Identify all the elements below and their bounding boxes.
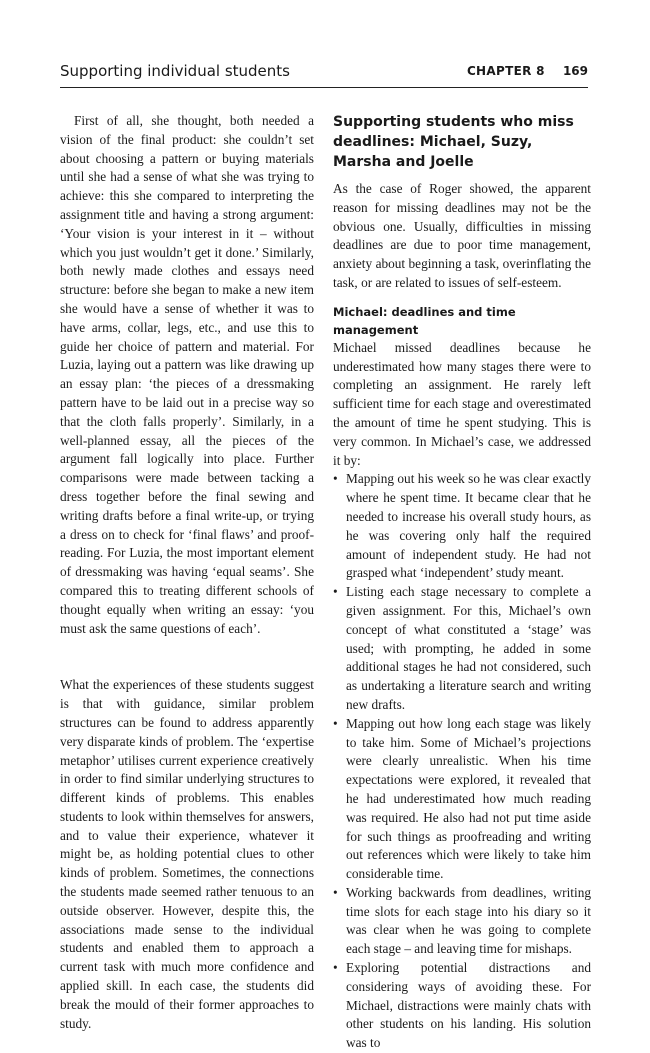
list-item-text: Exploring potential distractions and considering ways of avoiding these. For Michael, distractions were mainly chats with other students on his landing. His solution was to: [346, 960, 591, 1051]
paragraph-michael: Michael missed deadlines because he underestimated how many stages there were to completing an assignment. He rarely left sufficient time for each stage and overestimated the amount of time he spent studying. This is very common. In Michael’s case, we addressed it by:: [333, 339, 591, 468]
subheading-michael: Michael: deadlines and time management: [333, 304, 516, 337]
list-item: [333, 959, 591, 1053]
left-column: [60, 112, 314, 1033]
list-item: [333, 884, 591, 959]
list-item-text: Mapping out his week so he was clear exactly where he spent time. It became clear that he needed to increase his overall study hours, as he was covering only half the required amount of independent study. He had not grasped what ‘independent’ study meant.: [346, 471, 591, 581]
list-item: [333, 470, 591, 583]
paragraph-spacer: [60, 638, 314, 676]
list-item-text: Mapping out how long each stage was likely to take him. Some of Michael’s projections were clearly unrealistic. When his time expectations were explored, it revealed that he had underestimated how much reading was required. He also had not put time aside for such things as proofreading and writing out references which were likely to take him considerable time.: [346, 715, 591, 882]
bullet-icon: •: [333, 471, 338, 487]
bullet-icon: •: [333, 584, 338, 600]
list-item-text: Listing each stage necessary to complete a given assignment. For this, Michael’s own concept of what constituted a ‘stage’ was used; with prompting, he added in some additional stages he had not considered, such as undertaking a literature search and writing new drafts.: [346, 584, 591, 712]
header-rule: [60, 87, 588, 88]
paragraph-intro: As the case of Roger showed, the apparent reason for missing deadlines may not be the obvious one. Usually, difficulties in missing deadlines are due to poor time management, anxiety about beginning a task, overinflating the task, or are related to issues of self-esteem.: [333, 181, 591, 290]
list-item: [333, 583, 591, 715]
paragraph-student-experiences: What the experiences of these students suggest is that with guidance, similar problem structures can be found to address apparently very disparate kinds of problem. The ‘expertise metaphor’ utilises current experience creatively in order to find similar underlying structures to different kinds of problems. This enables students to look within themselves for answers, and to value their experience, whatever it might be, as holding potential clues to other kinds of problem. Sometimes, the connections the students made seemed rather tenuous to an outside observer. However, despite this, the associations made sense to the individual students and enabled them to approach a current task with much more confidence and applied skill. In each case, the students did break the mould of their former approaches to study.: [60, 677, 314, 1031]
bullet-icon: •: [333, 884, 338, 900]
chapter-and-page: [467, 64, 588, 78]
running-head: [60, 62, 588, 84]
chapter-label: CHAPTER 8: [466, 64, 545, 78]
running-title: Supporting individual students: [60, 62, 290, 80]
bullet-icon: •: [333, 715, 338, 731]
page-number: 169: [562, 64, 588, 78]
bullet-icon: •: [333, 960, 338, 976]
list-item-text: Working backwards from deadlines, writing time slots for each stage into his diary so it was clear when he was going to complete each stage – and leaving time for mishaps.: [346, 884, 591, 957]
section-heading: Supporting students who miss deadlines: Michael, Suzy, Marsha and Joelle: [333, 114, 574, 170]
strategy-list: [333, 470, 591, 1053]
right-column: [333, 112, 591, 1053]
paragraph-luzia-dressmaking: First of all, she thought, both needed a vision of the final product: she couldn’t set about choosing a pattern or buying materials until she had a sense of what she was trying to achieve: this she compared to interpreting the assignment title and having a strong argument: ‘Your vision is your interest in it – without which you just wouldn’t get it done.’ Similarly, both newly made clothes and essays need structure: before she began to make a new item she would have a sense of whether it was to have arms, collar, legs, etc., and use this to guide her choice of pattern and material. For Luzia, laying out a pattern was like drawing up an essay plan: ‘the pieces of a dressmaking pattern have to be laid out in a precise way so that the cloth falls properly’. Similarly, in a well-planned essay, all the pieces of the argument fall logically into place. Further comparisons were made between tacking a dress together before the final sewing and writing drafts before a final write-up, or trying a dress on to check for ‘final flaws’ and proof-reading. For Luzia, the most important element of dressmaking was having ‘equal seams’. She compared this to treating different schools of thought equally when writing an essay: ‘you must ask the same questions of each’.: [60, 113, 314, 636]
list-item: [333, 715, 591, 884]
